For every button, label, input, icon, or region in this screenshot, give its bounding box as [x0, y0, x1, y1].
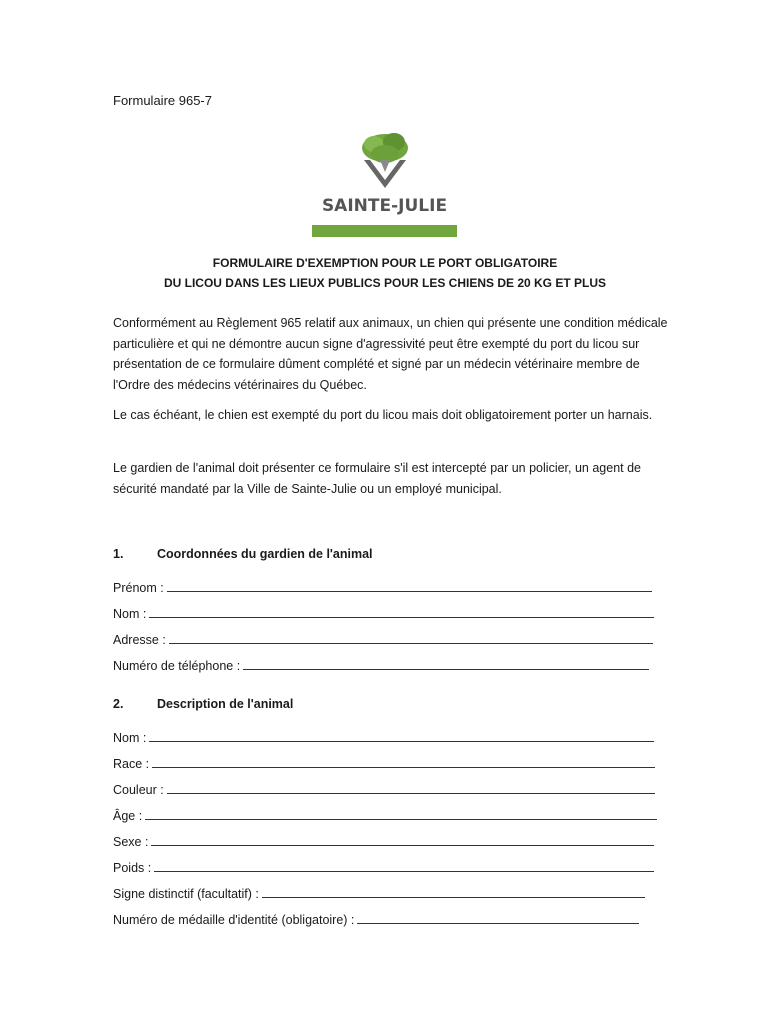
field-label: Couleur : [113, 783, 164, 797]
input-line[interactable] [262, 886, 645, 898]
field-animal-breed[interactable] [113, 756, 655, 771]
input-line[interactable] [152, 756, 655, 768]
field-label: Prénom : [113, 581, 164, 595]
tree-logo-icon [360, 130, 410, 188]
input-line[interactable] [154, 860, 654, 872]
input-line[interactable] [167, 580, 652, 592]
field-label: Âge : [113, 809, 143, 823]
section-1-number: 1. [113, 547, 124, 561]
harness-paragraph: Le cas échéant, le chien est exempté du port du licou mais doit obligatoirement porter un harnais. [113, 408, 653, 422]
guardian-paragraph: Le gardien de l'animal doit présenter ce formulaire s'il est intercepté par un policier, un agent de sécurité mandaté par la Ville de Sainte-Julie ou un employé municipal. [113, 461, 641, 496]
field-label: Race : [113, 757, 150, 771]
field-label: Numéro de téléphone : [113, 659, 241, 673]
field-medal-number[interactable] [113, 912, 639, 927]
field-animal-color[interactable] [113, 782, 655, 797]
field-animal-name[interactable] [113, 730, 654, 745]
input-line[interactable] [243, 658, 649, 670]
input-line[interactable] [151, 834, 654, 846]
form-number: Formulaire 965-7 [113, 93, 212, 108]
field-owner-phone[interactable] [113, 658, 649, 673]
input-line[interactable] [149, 730, 654, 742]
title-line-1: FORMULAIRE D'EXEMPTION POUR LE PORT OBLIGATOIRE [212, 256, 558, 270]
section-2-title: Description de l'animal [157, 697, 294, 711]
field-owner-name[interactable] [113, 606, 654, 621]
field-owner-firstname[interactable] [113, 580, 652, 595]
form-title [100, 253, 670, 293]
field-label: Nom : [113, 607, 147, 621]
logo-wordmark: SAINTE-JULIE [321, 196, 448, 216]
field-label: Signe distinctif (facultatif) : [113, 887, 259, 901]
section-1-title: Coordonnées du gardien de l'animal [157, 547, 373, 561]
title-line-2: DU LICOU DANS LES LIEUX PUBLICS POUR LES CHIENS DE 20 KG ET PLUS [163, 276, 607, 290]
input-line[interactable] [357, 912, 639, 924]
field-animal-weight[interactable] [113, 860, 654, 875]
section-2-heading [113, 697, 293, 711]
field-label: Numéro de médaille d'identité (obligatoire) : [113, 913, 355, 927]
field-animal-age[interactable] [113, 808, 657, 823]
intro-paragraph: Conformément au Règlement 965 relatif aux animaux, un chien qui présente une condition médicale particulière et qui ne démontre aucun signe d'agressivité peut être exempté du port du licou sur présentation de ce formulaire dûment complété et signé par un médecin vétérinaire membre de l'Ordre des médecins vétérinaires du Québec. [113, 316, 668, 392]
logo-green-bar [312, 225, 457, 237]
field-label: Poids : [113, 861, 152, 875]
section-2-number: 2. [113, 697, 124, 711]
input-line[interactable] [167, 782, 655, 794]
section-1-heading [113, 547, 373, 561]
field-owner-address[interactable] [113, 632, 653, 647]
field-animal-sex[interactable] [113, 834, 654, 849]
sainte-julie-logo [312, 130, 457, 238]
field-label: Sexe : [113, 835, 149, 849]
field-label: Nom : [113, 731, 147, 745]
input-line[interactable] [149, 606, 654, 618]
input-line[interactable] [145, 808, 657, 820]
field-distinctive-sign[interactable] [113, 886, 645, 901]
input-line[interactable] [169, 632, 653, 644]
field-label: Adresse : [113, 633, 166, 647]
